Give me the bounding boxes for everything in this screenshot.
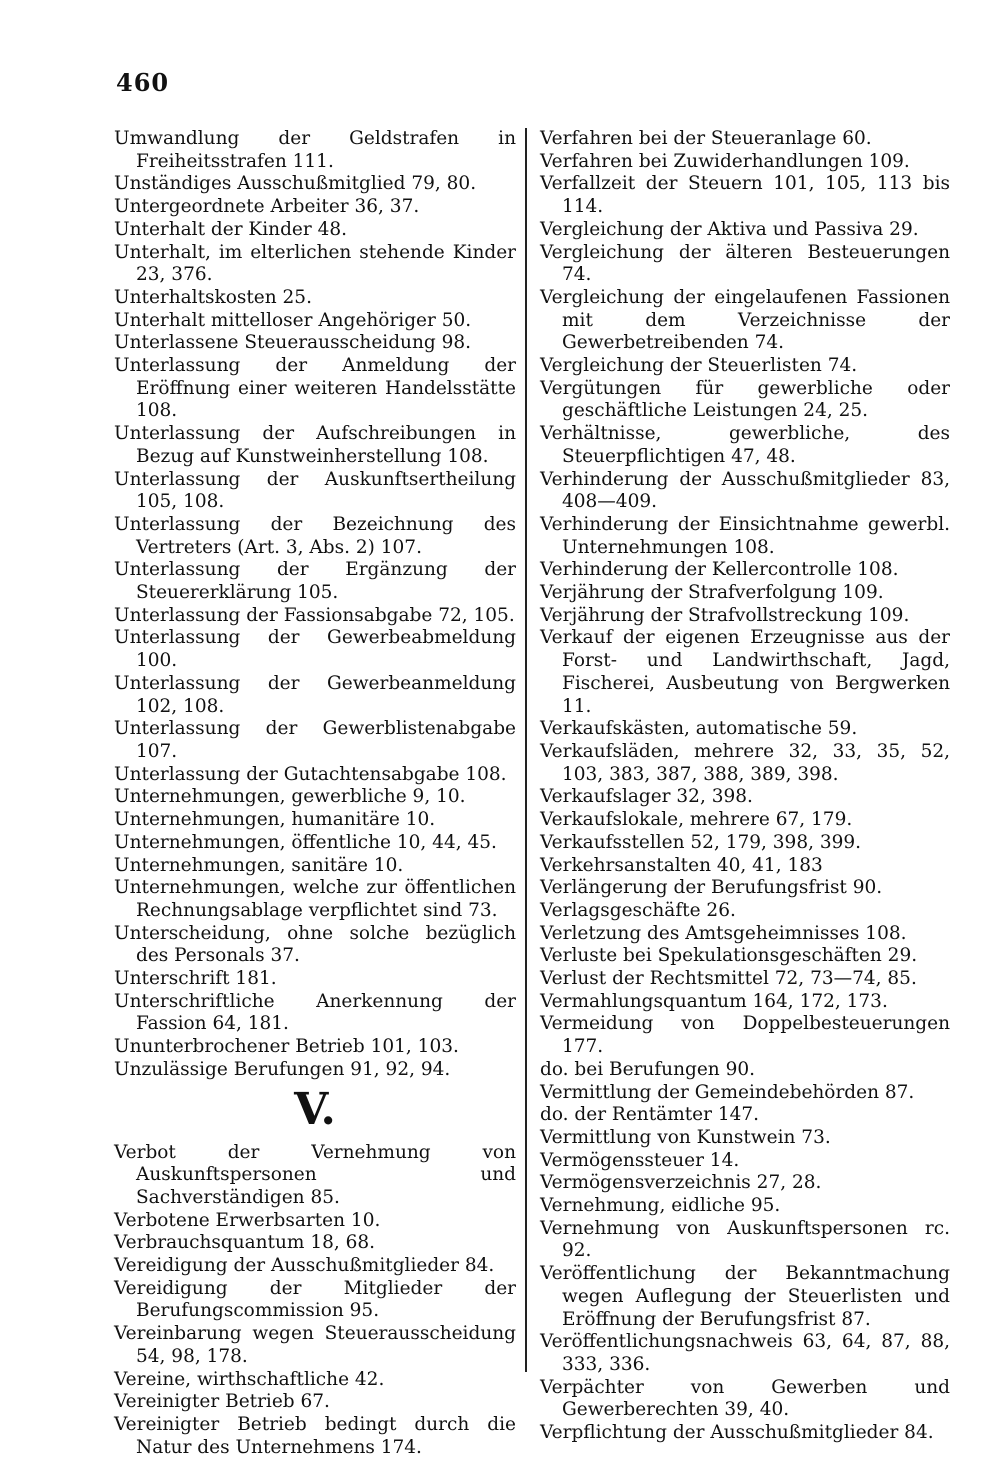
index-entry: Vermögensverzeichnis 27, 28. xyxy=(540,1172,822,1194)
index-entry: Vereinigter Betrieb bedingt durch die Natur des Unternehmens 174. xyxy=(114,1413,516,1458)
index-entry: Veröffentlichung der Bekanntmachung wegen Auflegung der Steuerlisten und Eröffnung der Berufungsfrist 87. xyxy=(540,1263,950,1330)
index-entry: Vermittlung der Gemeindebehörden 87. xyxy=(540,1081,915,1103)
index-entry: Verluste bei Spekulationsgeschäften 29. xyxy=(540,945,918,967)
index-entry: Verkehrsanstalten 40, 41, 183 xyxy=(540,854,823,876)
index-entry: Veröffentlichungsnachweis 63, 64, 87, 88, 333, 336. xyxy=(540,1331,950,1375)
index-entry: Verfahren bei der Steueranlage 60. xyxy=(540,128,872,149)
index-entry: Verbrauchsquantum 18, 68. xyxy=(114,1232,376,1254)
index-entry: Verbotene Erwerbsarten 10. xyxy=(114,1209,381,1231)
index-entry: Unterlassung der Gewerblistenabgabe 107. xyxy=(114,718,516,762)
index-entry: Unterlassene Steuerausscheidung 98. xyxy=(114,332,472,354)
index-entry: Unterlassung der Anmeldung der Eröffnung einer weiteren Handelsstätte 108. xyxy=(114,355,516,422)
index-entry: Vermittlung von Kunstwein 73. xyxy=(540,1126,831,1148)
index-entry: Vereidigung der Mitglieder der Berufungscommission 95. xyxy=(114,1277,516,1322)
index-entry: Unternehmungen, gewerbliche 9, 10. xyxy=(114,786,466,808)
index-entry: Verhältnisse, gewerbliche, des Steuerpflichtigen 47, 48. xyxy=(540,423,950,467)
index-entry: Ununterbrochener Betrieb 101, 103. xyxy=(114,1036,459,1058)
index-entry: Verkauf der eigenen Erzeugnisse aus der Forst- und Landwirthschaft, Jagd, Fischerei, Ausbeutung von Bergwerken 11. xyxy=(540,627,950,717)
index-entry: Untergeordnete Arbeiter 36, 37. xyxy=(114,196,420,218)
index-entry: Unternehmungen, öffentliche 10, 44, 45. xyxy=(114,831,497,853)
index-entry: Vergleichung der eingelaufenen Fassionen mit dem Verzeichnisse der Gewerbetreibenden 74. xyxy=(540,286,950,354)
index-entry: Vergleichung der Steuerlisten 74. xyxy=(540,355,858,377)
index-entry: Verletzung des Amtsgeheimnisses 108. xyxy=(540,922,907,944)
index-entry: Unterlassung der Ergänzung der Steuererklärung 105. xyxy=(114,559,516,604)
left-entries-before xyxy=(114,128,516,1082)
index-entry: Verpflichtung der Ausschußmitglieder 84. xyxy=(540,1422,934,1444)
index-entry: Vergütungen für gewerbliche oder geschäftliche Leistungen 24, 25. xyxy=(540,377,950,422)
index-entry: Verhinderung der Kellercontrolle 108. xyxy=(540,559,899,581)
index-entry: Verhinderung der Einsichtnahme gewerbl. Unternehmungen 108. xyxy=(540,513,950,558)
index-entry: Unterschrift 181. xyxy=(114,968,277,990)
page-number: 460 xyxy=(116,68,170,97)
index-entry: Vereine, wirthschaftliche 42. xyxy=(114,1368,385,1390)
index-entry: Umwandlung der Geldstrafen in Freiheitsstrafen 111. xyxy=(114,128,516,172)
index-entry: Vergleichung der Aktiva und Passiva 29. xyxy=(540,218,919,240)
index-entry: Verfallzeit der Steuern 101, 105, 113 bis 114. xyxy=(540,173,950,218)
index-entry: Verfahren bei Zuwiderhandlungen 109. xyxy=(540,150,910,172)
index-entry: Verbot der Vernehmung von Auskunftspersonen und Sachverständigen 85. xyxy=(114,1141,516,1208)
right-column xyxy=(540,128,950,1445)
left-column xyxy=(114,128,516,1459)
index-entry: Unternehmungen, welche zur öffentlichen Rechnungsablage verpflichtet sind 73. xyxy=(114,877,516,921)
index-entry: do. bei Berufungen 90. xyxy=(540,1058,755,1080)
index-entry: Verlagsgeschäfte 26. xyxy=(540,899,736,921)
index-entry: Verhinderung der Ausschußmitglieder 83, 408—409. xyxy=(540,468,950,513)
index-entry: Vereinbarung wegen Steuerausscheidung 54, 98, 178. xyxy=(114,1323,516,1367)
index-entry: Vernehmung, eidliche 95. xyxy=(540,1195,781,1217)
index-entry: Verjährung der Strafverfolgung 109. xyxy=(540,582,884,604)
index-entry: Vermeidung von Doppelbesteuerungen 177. xyxy=(540,1013,950,1058)
index-entry: Unterhalt mittelloser Angehöriger 50. xyxy=(114,309,472,331)
index-entry: Verkaufskästen, automatische 59. xyxy=(540,718,858,740)
index-entry: Unterhaltskosten 25. xyxy=(114,286,312,308)
index-entry: do. der Rentämter 147. xyxy=(540,1104,760,1126)
index-entry: Verkaufsstellen 52, 179, 398, 399. xyxy=(540,831,862,853)
index-entry: Verjährung der Strafvollstreckung 109. xyxy=(540,604,910,626)
index-entry: Verkaufsläden, mehrere 32, 33, 35, 52, 103, 383, 387, 388, 389, 398. xyxy=(540,740,950,785)
left-entries-after xyxy=(114,1142,516,1459)
index-entry: Unterlassung der Aufschreibungen in Bezug auf Kunstweinherstellung 108. xyxy=(114,423,516,467)
right-entries xyxy=(540,128,950,1445)
index-entry: Vermahlungsquantum 164, 172, 173. xyxy=(540,990,888,1012)
index-entry: Verkaufslager 32, 398. xyxy=(540,786,753,808)
index-entry: Vereinigter Betrieb 67. xyxy=(114,1391,330,1413)
index-entry: Unterscheidung, ohne solche bezüglich des Personals 37. xyxy=(114,922,516,967)
index-entry: Unterlassung der Gewerbeanmeldung 102, 108. xyxy=(114,672,516,717)
index-entry: Vereidigung der Ausschußmitglieder 84. xyxy=(114,1255,495,1277)
section-letter-heading: V. xyxy=(294,1083,336,1135)
index-entry: Unterlassung der Gewerbeabmeldung 100. xyxy=(114,627,516,672)
index-entry: Vermögenssteuer 14. xyxy=(540,1149,740,1171)
index-entry: Unterhalt der Kinder 48. xyxy=(114,218,348,240)
index-entry: Unternehmungen, humanitäre 10. xyxy=(114,809,436,831)
index-entry: Unternehmungen, sanitäre 10. xyxy=(114,854,404,876)
index-entry: Verpächter von Gewerben und Gewerberechten 39, 40. xyxy=(540,1376,950,1421)
index-entry: Unterlassung der Bezeichnung des Vertreters (Art. 3, Abs. 2) 107. xyxy=(114,513,516,558)
index-entry: Unterlassung der Gutachtensabgabe 108. xyxy=(114,763,507,785)
index-entry: Verkaufslokale, mehrere 67, 179. xyxy=(540,809,853,831)
index-entry: Unständiges Ausschußmitglied 79, 80. xyxy=(114,173,477,195)
index-entry: Unterhalt, im elterlichen stehende Kinder 23, 376. xyxy=(114,241,516,286)
index-entry: Vergleichung der älteren Besteuerungen 74. xyxy=(540,241,950,286)
index-entry: Unterlassung der Fassionsabgabe 72, 105. xyxy=(114,604,515,626)
index-entry: Verlängerung der Berufungsfrist 90. xyxy=(540,877,883,899)
index-entry: Unzulässige Berufungen 91, 92, 94. xyxy=(114,1058,451,1080)
index-entry: Unterschriftliche Anerkennung der Fassion 64, 181. xyxy=(114,990,516,1035)
index-entry: Vernehmung von Auskunftspersonen rc. 92. xyxy=(540,1217,950,1262)
index-entry: Verlust der Rechtsmittel 72, 73—74, 85. xyxy=(540,968,917,990)
column-divider xyxy=(525,128,527,1372)
index-entry: Unterlassung der Auskunftsertheilung 105, 108. xyxy=(114,468,516,513)
